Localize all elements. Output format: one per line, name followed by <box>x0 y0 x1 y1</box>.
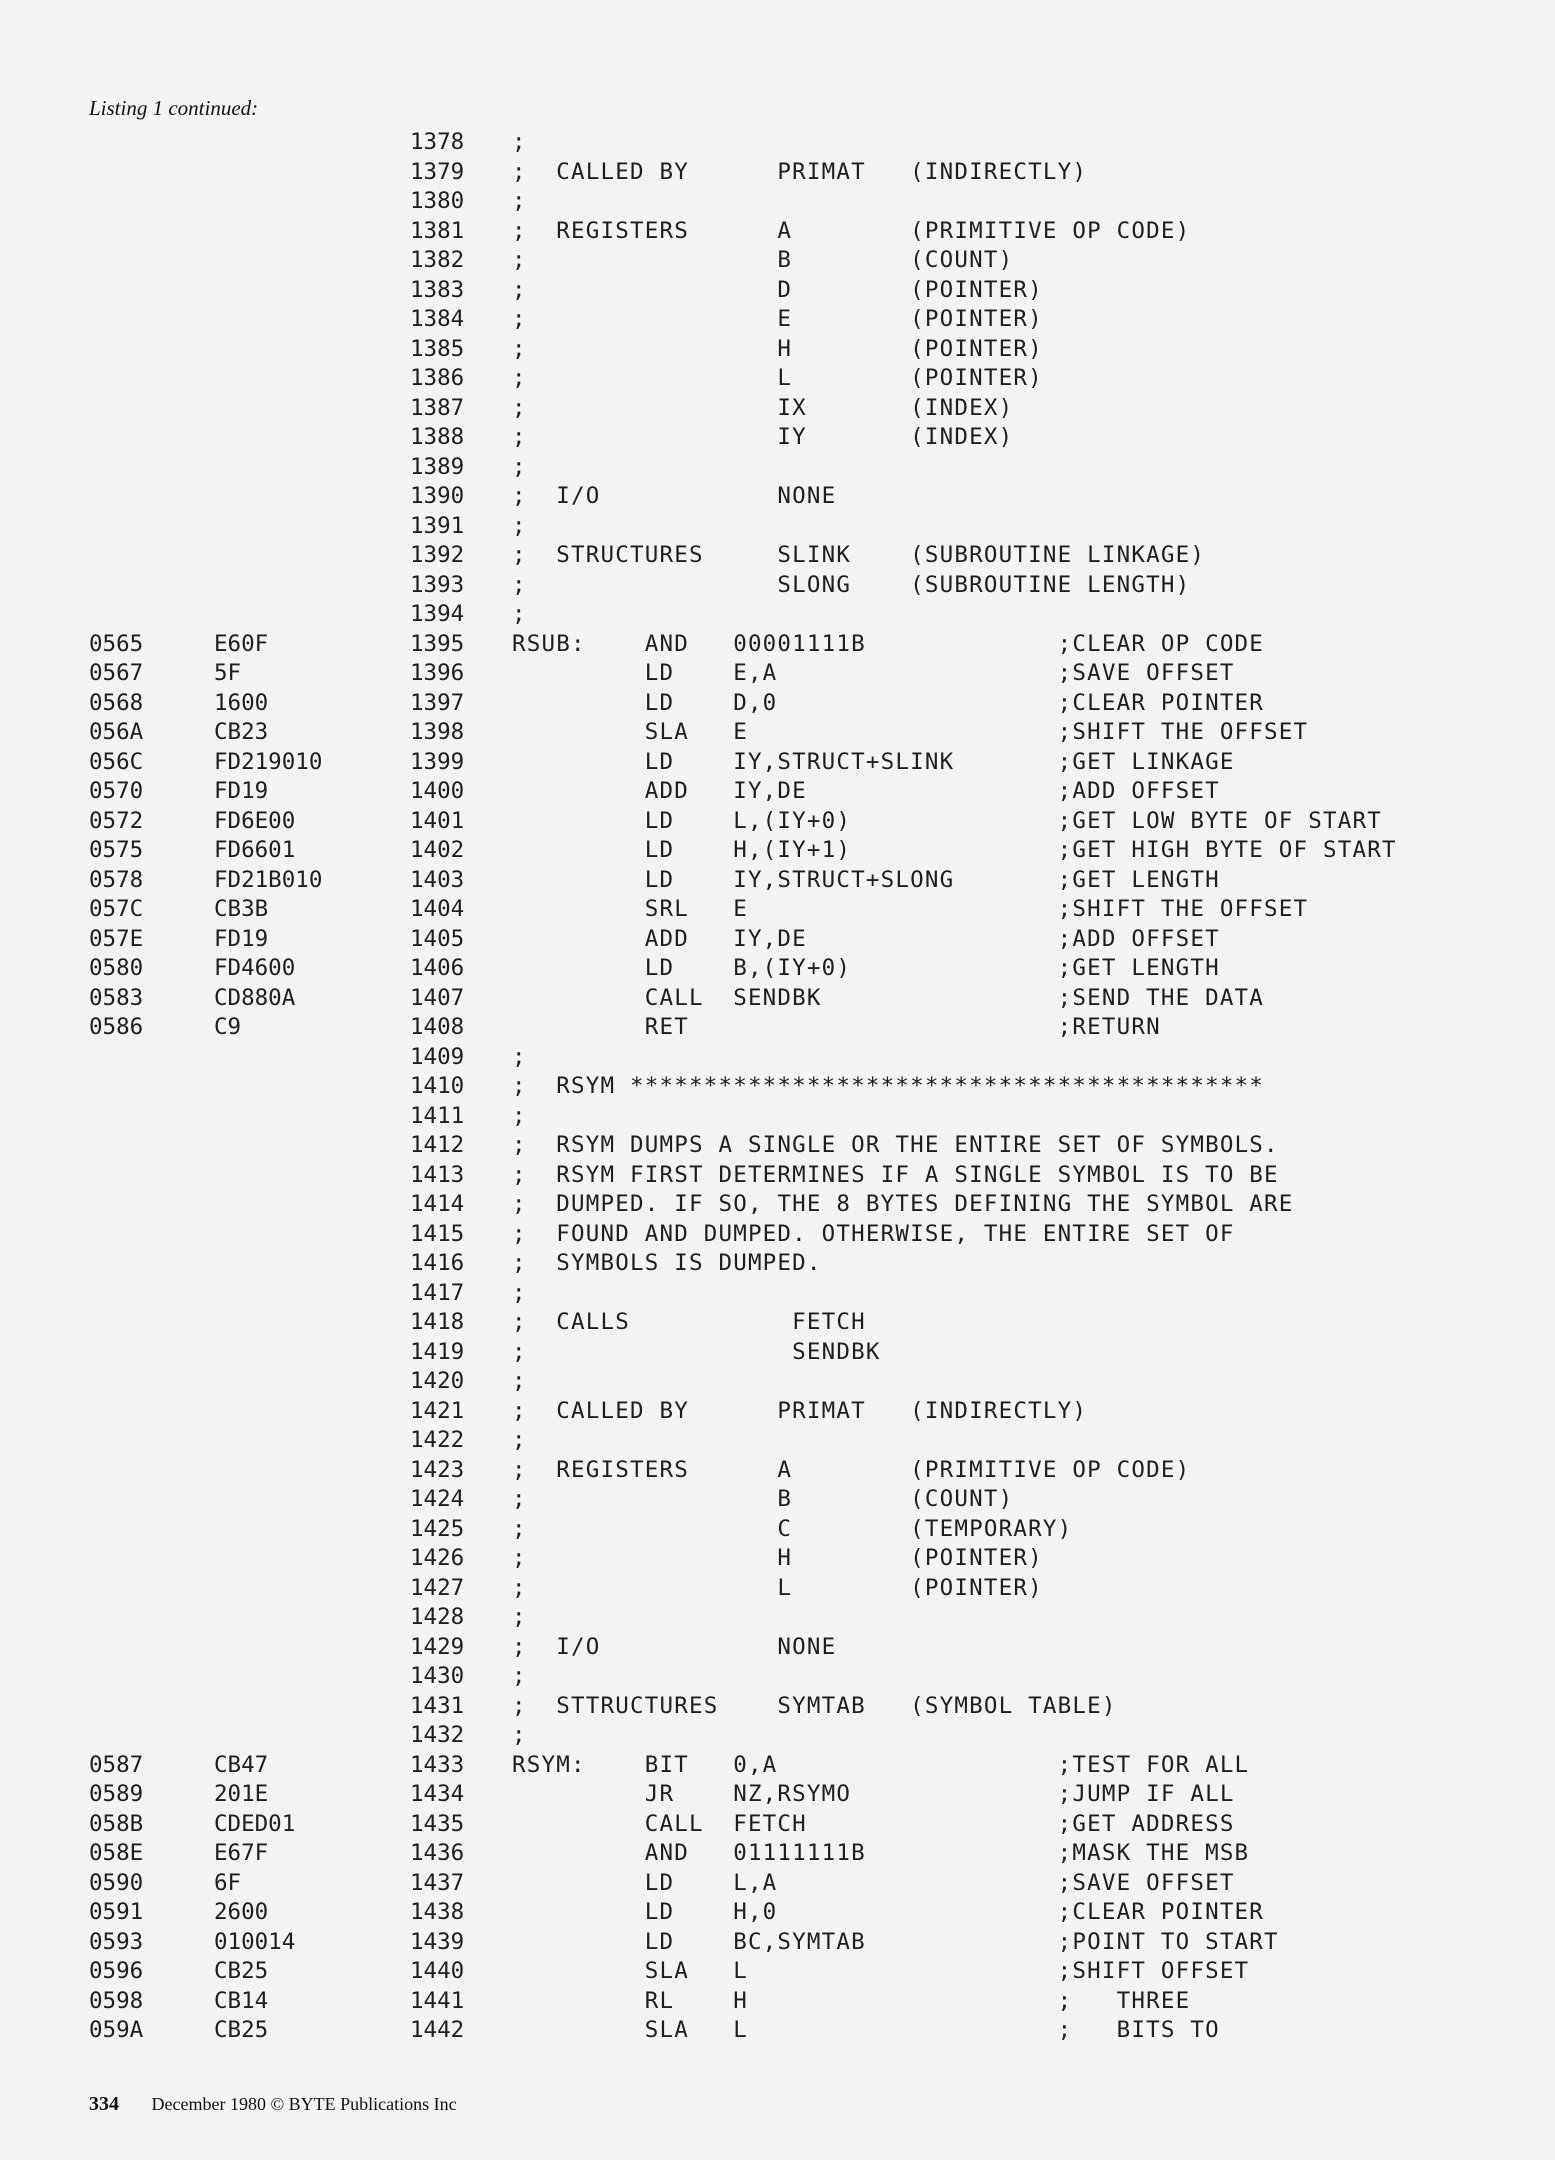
line-number-cell: 1425 <box>410 1515 465 1542</box>
line-number-cell: 1411 <box>410 1102 465 1129</box>
object-code-cell: CB25 <box>214 2017 269 2043</box>
line-number-cell: 1442 <box>410 2017 465 2043</box>
address-cell: 0590 <box>89 1869 144 1896</box>
address-cell: 056C <box>89 748 144 775</box>
source-text-cell: ; L (POINTER) <box>512 365 1043 391</box>
address-cell: 0568 <box>89 689 144 716</box>
line-number-cell: 1438 <box>410 1899 465 1925</box>
line-number-cell: 1412 <box>410 1132 465 1158</box>
source-text-cell: ; C (TEMPORARY) <box>512 1515 1073 1542</box>
source-text-cell: ; B (COUNT) <box>512 247 1014 273</box>
address-cell: 0572 <box>89 807 144 834</box>
address-cell: 0598 <box>89 1987 144 2014</box>
source-text-cell: ; H (POINTER) <box>512 335 1043 362</box>
listing-caption: Listing 1 continued: <box>89 96 259 120</box>
object-code-cell: E60F <box>214 630 269 657</box>
source-text-cell: ; E (POINTER) <box>512 306 1043 332</box>
publication-credit: December 1980 © BYTE Publications Inc <box>151 2094 457 2114</box>
source-text-cell: ; CALLED BY PRIMAT (INDIRECTLY) <box>512 158 1088 185</box>
address-cell: 0567 <box>89 660 144 686</box>
source-text-cell: ; IY (INDEX) <box>512 424 1014 450</box>
source-text-cell: ADD IY,DE ;ADD OFFSET <box>512 925 1220 952</box>
address-cell: 0586 <box>89 1014 144 1040</box>
line-number-cell: 1388 <box>410 424 465 450</box>
address-cell: 0578 <box>89 866 144 893</box>
line-number-cell: 1406 <box>410 955 465 981</box>
source-text-cell: ; <box>512 1102 527 1129</box>
address-cell: 0583 <box>89 984 144 1011</box>
line-number-cell: 1413 <box>410 1161 465 1188</box>
source-text-cell: LD D,0 ;CLEAR POINTER <box>512 689 1265 716</box>
line-number-cell: 1429 <box>410 1633 465 1660</box>
line-number-cell: 1436 <box>410 1840 465 1866</box>
source-text-cell: LD H,(IY+1) ;GET HIGH BYTE OF START <box>512 837 1397 863</box>
source-text-cell: ; <box>512 1722 527 1748</box>
line-number-cell: 1399 <box>410 748 465 775</box>
source-text-cell: LD IY,STRUCT+SLINK ;GET LINKAGE <box>512 748 1235 775</box>
source-text-cell: ; <box>512 1279 527 1306</box>
line-number-cell: 1440 <box>410 1958 465 1984</box>
source-text-cell: ; <box>512 453 527 480</box>
object-code-cell: FD6601 <box>214 837 296 863</box>
source-text-cell: ; SENDBK <box>512 1338 881 1365</box>
address-cell: 057E <box>89 925 144 952</box>
line-number-cell: 1382 <box>410 247 465 273</box>
source-text-cell: LD L,A ;SAVE OFFSET <box>512 1869 1235 1896</box>
object-code-cell: FD219010 <box>214 748 323 775</box>
object-code-cell: CB14 <box>214 1987 269 2014</box>
object-code-cell: FD4600 <box>214 955 296 981</box>
object-code-cell: CB23 <box>214 719 269 745</box>
object-code-cell: FD21B010 <box>214 866 323 893</box>
source-text-cell: SLA L ; BITS TO <box>512 2017 1220 2043</box>
source-text-cell: ; REGISTERS A (PRIMITIVE OP CODE) <box>512 217 1191 244</box>
line-number-cell: 1381 <box>410 217 465 244</box>
address-cell: 056A <box>89 719 144 745</box>
line-number-cell: 1426 <box>410 1545 465 1571</box>
source-text-cell: ; RSYM DUMPS A SINGLE OR THE ENTIRE SET OF SYMBOLS. <box>512 1132 1279 1158</box>
line-number-cell: 1380 <box>410 188 465 214</box>
line-number-cell: 1400 <box>410 778 465 804</box>
line-number-cell: 1401 <box>410 807 465 834</box>
address-cell: 0570 <box>89 778 144 804</box>
line-number-cell: 1416 <box>410 1250 465 1276</box>
line-number-cell: 1433 <box>410 1751 465 1778</box>
source-text-cell: ; L (POINTER) <box>512 1574 1043 1601</box>
address-cell: 0565 <box>89 630 144 657</box>
source-text-cell: ; CALLED BY PRIMAT (INDIRECTLY) <box>512 1397 1088 1424</box>
page-number: 334 <box>89 2093 119 2115</box>
source-text-cell: ; <box>512 1604 527 1630</box>
source-text-cell: ADD IY,DE ;ADD OFFSET <box>512 778 1220 804</box>
object-code-cell: 2600 <box>214 1899 269 1925</box>
line-number-cell: 1435 <box>410 1810 465 1837</box>
source-text-cell: ; SLONG (SUBROUTINE LENGTH) <box>512 571 1191 598</box>
source-text-cell: RL H ; THREE <box>512 1987 1191 2014</box>
source-text-cell: ; FOUND AND DUMPED. OTHERWISE, THE ENTIRE SET OF <box>512 1220 1235 1247</box>
source-text-cell: ; I/O NONE <box>512 1633 837 1660</box>
line-number-cell: 1386 <box>410 365 465 391</box>
line-number-cell: 1419 <box>410 1338 465 1365</box>
source-text-cell: RSYM: BIT 0,A ;TEST FOR ALL <box>512 1751 1250 1778</box>
line-number-cell: 1420 <box>410 1368 465 1394</box>
address-cell: 058E <box>89 1840 144 1866</box>
line-number-cell: 1408 <box>410 1014 465 1040</box>
address-cell: 0589 <box>89 1781 144 1807</box>
source-text-cell: ; RSYM ******************************************* <box>512 1073 1265 1099</box>
object-code-cell: 010014 <box>214 1928 296 1955</box>
line-number-cell: 1384 <box>410 306 465 332</box>
source-text-cell: SRL E ;SHIFT THE OFFSET <box>512 896 1309 922</box>
line-number-cell: 1434 <box>410 1781 465 1807</box>
address-cell: 0593 <box>89 1928 144 1955</box>
source-text-cell: LD H,0 ;CLEAR POINTER <box>512 1899 1265 1925</box>
address-cell: 057C <box>89 896 144 922</box>
source-text-cell: ; SYMBOLS IS DUMPED. <box>512 1250 822 1276</box>
source-text-cell: RET ;RETURN <box>512 1014 1161 1040</box>
source-text-cell: LD B,(IY+0) ;GET LENGTH <box>512 955 1220 981</box>
source-text-cell: ; <box>512 1368 527 1394</box>
source-text-cell: CALL SENDBK ;SEND THE DATA <box>512 984 1265 1011</box>
line-number-cell: 1385 <box>410 335 465 362</box>
source-text-cell: SLA E ;SHIFT THE OFFSET <box>512 719 1309 745</box>
line-number-cell: 1430 <box>410 1663 465 1689</box>
source-text-cell: ; <box>512 601 527 627</box>
address-cell: 0587 <box>89 1751 144 1778</box>
object-code-cell: FD19 <box>214 925 269 952</box>
object-code-cell: 5F <box>214 660 242 686</box>
line-number-cell: 1394 <box>410 601 465 627</box>
line-number-cell: 1424 <box>410 1486 465 1512</box>
line-number-cell: 1427 <box>410 1574 465 1601</box>
address-cell: 058B <box>89 1810 144 1837</box>
source-text-cell: RSUB: AND 00001111B ;CLEAR OP CODE <box>512 630 1265 657</box>
source-text-cell: JR NZ,RSYMO ;JUMP IF ALL <box>512 1781 1235 1807</box>
line-number-cell: 1390 <box>410 483 465 509</box>
object-code-cell: CB47 <box>214 1751 269 1778</box>
source-text-cell: ; I/O NONE <box>512 483 837 509</box>
object-code-cell: C9 <box>214 1014 242 1040</box>
line-number-cell: 1415 <box>410 1220 465 1247</box>
object-code-cell: FD19 <box>214 778 269 804</box>
address-cell: 0596 <box>89 1958 144 1984</box>
line-number-cell: 1404 <box>410 896 465 922</box>
source-text-cell: LD IY,STRUCT+SLONG ;GET LENGTH <box>512 866 1220 893</box>
address-cell: 0591 <box>89 1899 144 1925</box>
line-number-cell: 1395 <box>410 630 465 657</box>
line-number-cell: 1431 <box>410 1692 465 1719</box>
line-number-cell: 1417 <box>410 1279 465 1306</box>
line-number-cell: 1423 <box>410 1456 465 1483</box>
line-number-cell: 1389 <box>410 453 465 480</box>
address-cell: 0580 <box>89 955 144 981</box>
source-text-cell: ; IX (INDEX) <box>512 394 1014 421</box>
source-text-cell: ; RSYM FIRST DETERMINES IF A SINGLE SYMBOL IS TO BE <box>512 1161 1279 1188</box>
source-text-cell: LD E,A ;SAVE OFFSET <box>512 660 1235 686</box>
source-text-cell: ; <box>512 188 527 214</box>
address-cell: 059A <box>89 2017 144 2043</box>
source-text-cell: ; STRUCTURES SLINK (SUBROUTINE LINKAGE) <box>512 542 1206 568</box>
source-text-cell: ; B (COUNT) <box>512 1486 1014 1512</box>
line-number-cell: 1379 <box>410 158 465 185</box>
source-text-cell: ; <box>512 1043 527 1070</box>
page-footer <box>89 2093 457 2116</box>
line-number-cell: 1407 <box>410 984 465 1011</box>
source-text-cell: ; <box>512 129 527 155</box>
object-code-cell: 1600 <box>214 689 269 716</box>
source-text-cell: ; H (POINTER) <box>512 1545 1043 1571</box>
line-number-cell: 1391 <box>410 512 465 539</box>
line-number-cell: 1405 <box>410 925 465 952</box>
line-number-cell: 1398 <box>410 719 465 745</box>
line-number-cell: 1396 <box>410 660 465 686</box>
line-number-cell: 1414 <box>410 1191 465 1217</box>
line-number-cell: 1422 <box>410 1427 465 1453</box>
object-code-cell: CB3B <box>214 896 269 922</box>
line-number-cell: 1392 <box>410 542 465 568</box>
source-text-cell: SLA L ;SHIFT OFFSET <box>512 1958 1250 1984</box>
line-number-cell: 1439 <box>410 1928 465 1955</box>
object-code-cell: CD880A <box>214 984 296 1011</box>
line-number-cell: 1409 <box>410 1043 465 1070</box>
line-number-cell: 1383 <box>410 276 465 303</box>
line-number-cell: 1437 <box>410 1869 465 1896</box>
source-text-cell: LD L,(IY+0) ;GET LOW BYTE OF START <box>512 807 1383 834</box>
line-number-cell: 1397 <box>410 689 465 716</box>
line-number-cell: 1421 <box>410 1397 465 1424</box>
source-text-cell: ; <box>512 1427 527 1453</box>
source-text-cell: ; CALLS FETCH <box>512 1309 866 1335</box>
source-text-cell: ; <box>512 512 527 539</box>
source-text-cell: AND 01111111B ;MASK THE MSB <box>512 1840 1250 1866</box>
line-number-cell: 1428 <box>410 1604 465 1630</box>
source-text-cell: ; REGISTERS A (PRIMITIVE OP CODE) <box>512 1456 1191 1483</box>
source-text-cell: LD BC,SYMTAB ;POINT TO START <box>512 1928 1279 1955</box>
address-cell: 0575 <box>89 837 144 863</box>
object-code-cell: CDED01 <box>214 1810 296 1837</box>
object-code-cell: 201E <box>214 1781 269 1807</box>
line-number-cell: 1393 <box>410 571 465 598</box>
line-number-cell: 1410 <box>410 1073 465 1099</box>
source-text-cell: ; D (POINTER) <box>512 276 1043 303</box>
source-text-cell: ; STTRUCTURES SYMTAB (SYMBOL TABLE) <box>512 1692 1117 1719</box>
line-number-cell: 1432 <box>410 1722 465 1748</box>
source-text-cell: ; DUMPED. IF SO, THE 8 BYTES DEFINING THE SYMBOL ARE <box>512 1191 1294 1217</box>
line-number-cell: 1387 <box>410 394 465 421</box>
source-text-cell: ; <box>512 1663 527 1689</box>
object-code-cell: CB25 <box>214 1958 269 1984</box>
object-code-cell: 6F <box>214 1869 242 1896</box>
line-number-cell: 1441 <box>410 1987 465 2014</box>
object-code-cell: FD6E00 <box>214 807 296 834</box>
source-text-cell: CALL FETCH ;GET ADDRESS <box>512 1810 1235 1837</box>
line-number-cell: 1402 <box>410 837 465 863</box>
line-number-cell: 1418 <box>410 1309 465 1335</box>
line-number-cell: 1378 <box>410 129 465 155</box>
line-number-cell: 1403 <box>410 866 465 893</box>
object-code-cell: E67F <box>214 1840 269 1866</box>
